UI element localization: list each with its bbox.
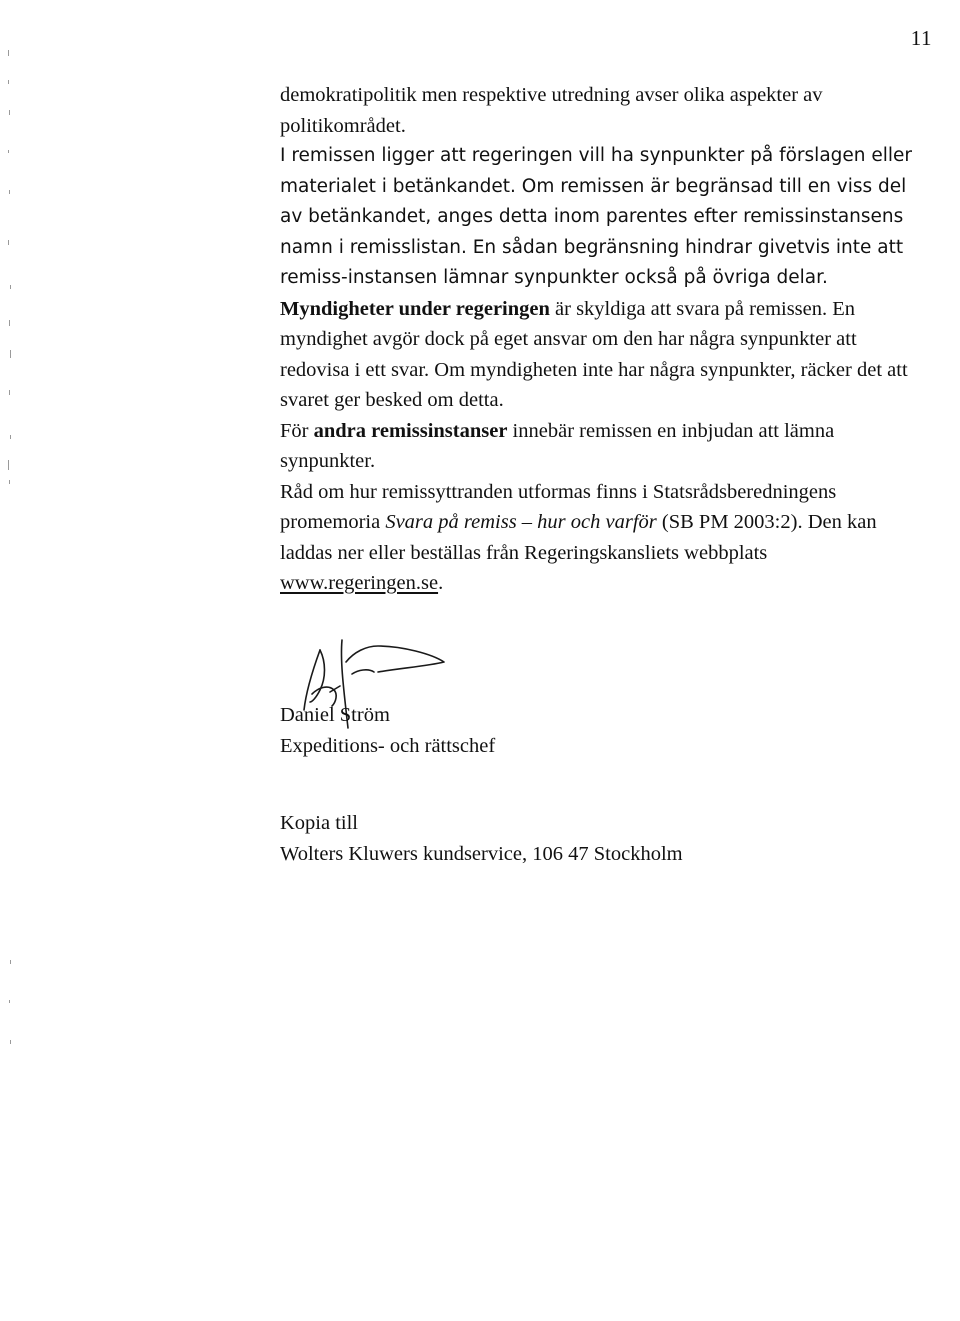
signer-block <box>280 700 495 762</box>
signer-title: Expeditions- och rättschef <box>280 735 496 757</box>
memo-title: Svara på remiss – hur och varför <box>385 511 657 533</box>
authorities-heading: Myndigheter under regeringen <box>280 297 550 320</box>
advice-middle: (SB PM 2003:2). Den kan laddas ner eller beställas från Regeringskansliets webbplats <box>280 511 877 564</box>
letter-body <box>280 80 920 599</box>
other-bodies-text: innebär remissen en inbjudan att lämna synpunkter. <box>280 419 835 472</box>
advice-end: . <box>438 572 444 594</box>
paragraph-advice <box>280 477 920 599</box>
other-bodies-prefix: För <box>280 419 314 442</box>
copy-to-block <box>280 808 683 870</box>
page-number: 11 <box>910 26 932 50</box>
paragraph-authorities <box>280 294 920 416</box>
scan-margin-specks <box>0 40 20 1060</box>
paragraph-scope: demokratipolitik men respektive utredning avser olika aspekter av politikområdet. <box>280 84 823 137</box>
signer-name: Daniel Ström <box>280 704 390 726</box>
paragraph-remiss-intent: I remissen ligger att regeringen vill ha synpunkter på förslagen eller materialet i betänkandet. Om remissen är begränsad till en viss del av betänkandet, anges detta inom parentes efter remissinstansens namn i remisslistan. En sådan begränsning hindrar givetvis inte att remiss-instansen lämnar synpunkter också på övriga delar. <box>280 145 913 288</box>
copy-recipient: Wolters Kluwers kundservice, 106 47 Stockholm <box>280 843 683 865</box>
other-bodies-heading: andra remissinstanser <box>313 419 508 442</box>
paragraph-other-bodies <box>280 416 920 477</box>
authorities-text: är skyldiga att svara på remissen. En myndighet avgör dock på eget ansvar om den har några synpunkter att redovisa i ett svar. Om myndigheten inte har några synpunkter, räcker det att svaret ger besked om detta. <box>280 297 908 411</box>
copy-label: Kopia till <box>280 812 359 834</box>
website-link[interactable]: www.regeringen.se <box>280 572 439 594</box>
advice-prefix: Råd om hur remissyttranden utformas finns i Statsrådsberedningens promemoria <box>280 480 837 533</box>
